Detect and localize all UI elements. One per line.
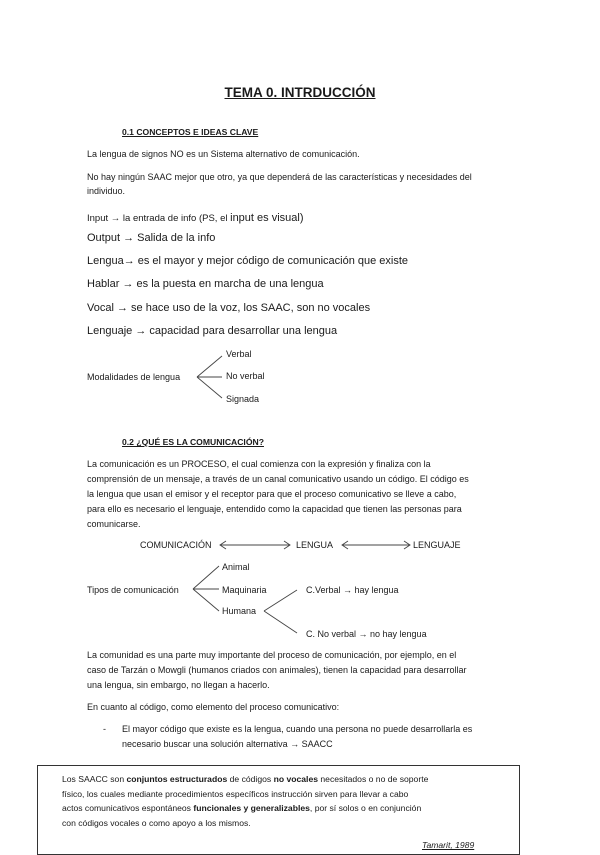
definition-output: Output → Salida de la info [87, 232, 216, 244]
page-title: TEMA 0. INTRDUCCIÓN [224, 85, 376, 100]
modalidad-verbal: Verbal [226, 349, 252, 359]
humana-branch-top [264, 590, 297, 611]
quote-line-4: con códigos vocales o como apoyo a los mismos. [62, 818, 251, 828]
codigo-intro: En cuanto al código, como elemento del proceso comunicativo: [87, 702, 340, 712]
quote-l3-c: , por sí solos o en conjunción [309, 803, 422, 813]
tipo-animal: Animal [222, 562, 250, 572]
tipos-branch-bot [193, 589, 219, 611]
definition-vocal: Vocal → se hace uso de la voz, los SAAC, son no vocales [87, 302, 371, 314]
chain-arrow-2 [342, 541, 410, 549]
quote-l1-c: de códigos [227, 774, 274, 784]
comunidad-para-line-2: caso de Tarzán o Mowgli (humanos criados con animales), tienen la capacidad para desarrollar [87, 665, 467, 675]
paragraph-signos: La lengua de signos NO es un Sistema alternativo de comunicación. [87, 149, 360, 159]
section-1-heading: 0.1 CONCEPTOS E IDEAS CLAVE [122, 127, 259, 137]
bullet-line-2: necesario buscar una solución alternativa → SAACC [122, 739, 333, 749]
modalidades-label: Modalidades de lengua [87, 372, 181, 382]
paragraph-saac-line-2: individuo. [87, 186, 126, 196]
definition-hablar: Hablar → es la puesta en marcha de una lengua [87, 278, 324, 290]
chain-comunicacion: COMUNICACIÓN [140, 540, 212, 550]
modalidad-signada: Signada [226, 394, 260, 404]
chain-lengua: LENGUA [296, 540, 334, 550]
comunicacion-para-line-3: la lengua que usan el emisor y el receptor para que el proceso comunicativo se lleve a cabo, [87, 489, 457, 499]
modalidades-branch-top [197, 356, 222, 377]
quote-l1-b: conjuntos estructurados [126, 774, 228, 784]
chain-lenguaje: LENGUAJE [413, 540, 461, 550]
comunicacion-para-line-5: comunicarse. [87, 519, 141, 529]
definition-lenguaje: Lenguaje → capacidad para desarrollar una lengua [87, 325, 338, 337]
comunicacion-para-line-2: comprensión de un mensaje, a través de un canal comunicativo usando un código. El código es [87, 474, 469, 484]
section-2-heading: 0.2 ¿QUÉ ES LA COMUNICACIÓN? [122, 437, 264, 447]
definition-input-text: Input → la entrada de info (PS, el [87, 213, 231, 224]
humana-no-verbal: C. No verbal → no hay lengua [306, 629, 427, 639]
tipos-branch-top [193, 566, 219, 589]
tipo-humana: Humana [222, 606, 257, 616]
chain-arrow-1 [220, 541, 290, 549]
quote-l1-a: Los SAACC son [62, 774, 127, 784]
quote-author: Tamarit, 1989 [422, 840, 475, 850]
quote-l3-a: actos comunicativos espontáneos [62, 803, 194, 813]
paragraph-saac-line-1: No hay ningún SAAC mejor que otro, ya que dependerá de las características y necesidades del [87, 172, 472, 182]
definition-input-emphasis: input es visual) [230, 212, 304, 224]
tipos-label: Tipos de comunicación [87, 585, 179, 595]
comunidad-para-line-3: una lengua, sin embargo, no llegan a hacerlo. [87, 680, 270, 690]
quote-line-2: físico, los cuales mediante procedimientos específicos instrucción sirven para llevar a cabo [62, 789, 409, 799]
comunidad-para-line-1: La comunidad es una parte muy importante del proceso de comunicación, por ejemplo, en el [87, 650, 457, 660]
comunicacion-para-line-4: para ello es necesario el lenguaje, entendido como la capacidad que tienen las personas para [87, 504, 462, 514]
modalidades-branch-bot [197, 377, 222, 398]
quote-l1-d: no vocales [273, 774, 318, 784]
humana-verbal: C.Verbal → hay lengua [306, 585, 399, 595]
modalidad-no-verbal: No verbal [226, 371, 265, 381]
quote-l1-e: necesitados o no de soporte [318, 774, 429, 784]
bullet-line-1: El mayor código que existe es la lengua, cuando una persona no puede desarrollarla es [122, 724, 473, 734]
comunicacion-para-line-1: La comunicación es un PROCESO, el cual comienza con la expresión y finaliza con la [87, 459, 431, 469]
tipo-maquinaria: Maquinaria [222, 585, 267, 595]
definition-lengua: Lengua→ es el mayor y mejor código de comunicación que existe [87, 255, 409, 267]
quote-l3-b: funcionales y generalizables [193, 803, 310, 813]
bullet-marker: - [103, 724, 106, 734]
humana-branch-bot [264, 611, 297, 633]
